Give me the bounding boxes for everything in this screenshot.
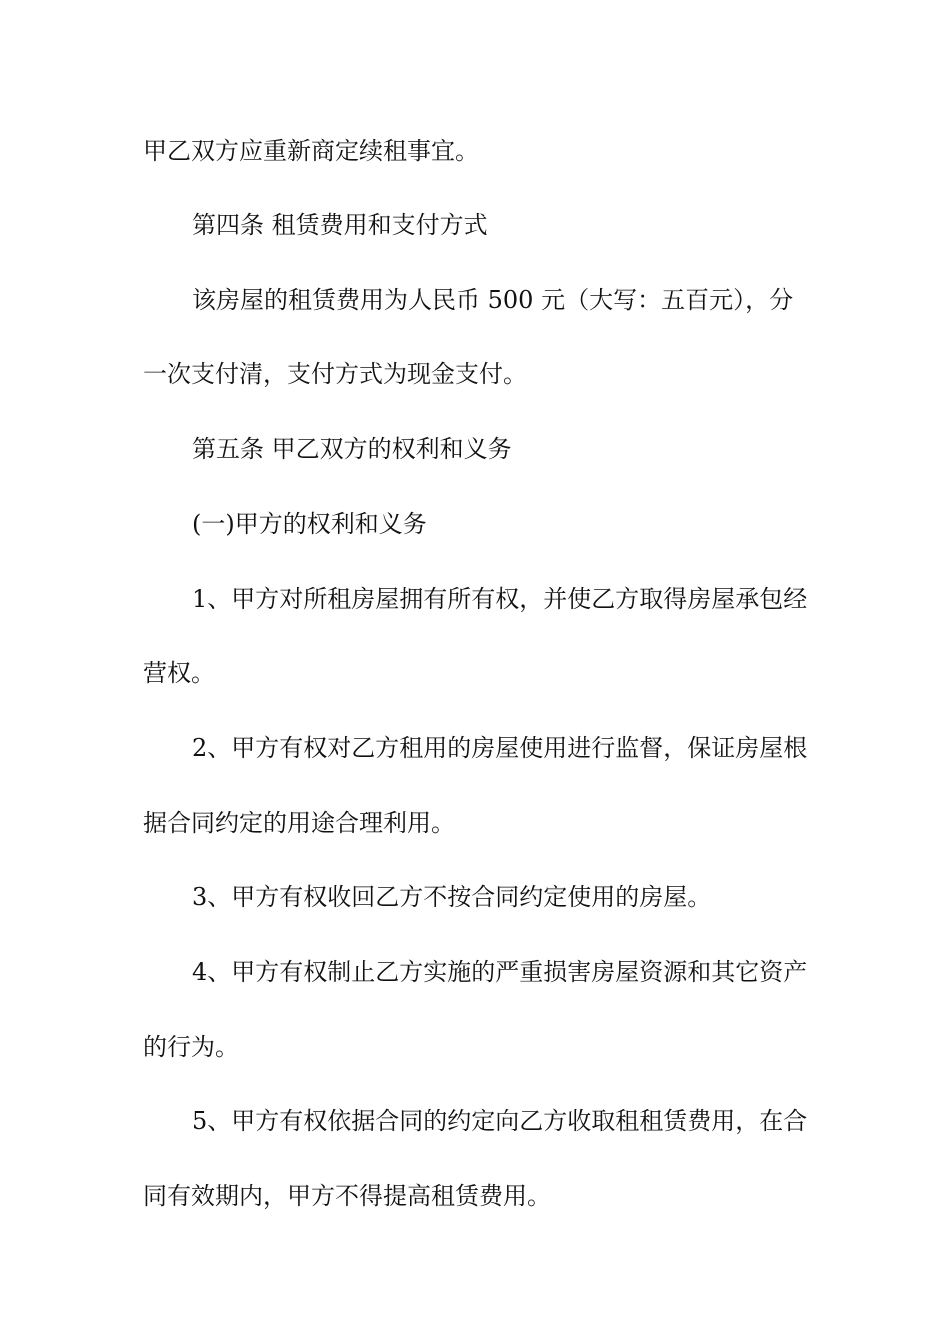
text-line-continuation: 甲乙双方应重新商定续租事宜。 <box>143 137 479 165</box>
clause-1-text: 1、甲方对所租房屋拥有所有权，并使乙方取得房屋承包经 <box>192 585 808 613</box>
rent-amount-text: 该房屋的租赁费用为人民币 500 元（大写：五百元），分 <box>192 286 794 314</box>
clause-5-continuation: 同有效期内，甲方不得提高租赁费用。 <box>143 1182 551 1210</box>
section-party-a-heading: (一)甲方的权利和义务 <box>192 510 427 538</box>
article-5-heading: 第五条 甲乙双方的权利和义务 <box>192 435 512 463</box>
article-4-heading: 第四条 租赁费用和支付方式 <box>192 211 488 239</box>
clause-4-continuation: 的行为。 <box>143 1033 239 1061</box>
clause-5-text: 5、甲方有权依据合同的约定向乙方收取租租赁费用，在合 <box>192 1107 808 1135</box>
clause-2-continuation: 据合同约定的用途合理利用。 <box>143 809 455 837</box>
clause-1-continuation: 营权。 <box>143 659 215 687</box>
clause-2-text: 2、甲方有权对乙方租用的房屋使用进行监督，保证房屋根 <box>192 734 808 762</box>
clause-4-text: 4、甲方有权制止乙方实施的严重损害房屋资源和其它资产 <box>192 958 808 986</box>
payment-method-text: 一次支付清，支付方式为现金支付。 <box>143 360 527 388</box>
clause-3-text: 3、甲方有权收回乙方不按合同约定使用的房屋。 <box>192 883 712 911</box>
